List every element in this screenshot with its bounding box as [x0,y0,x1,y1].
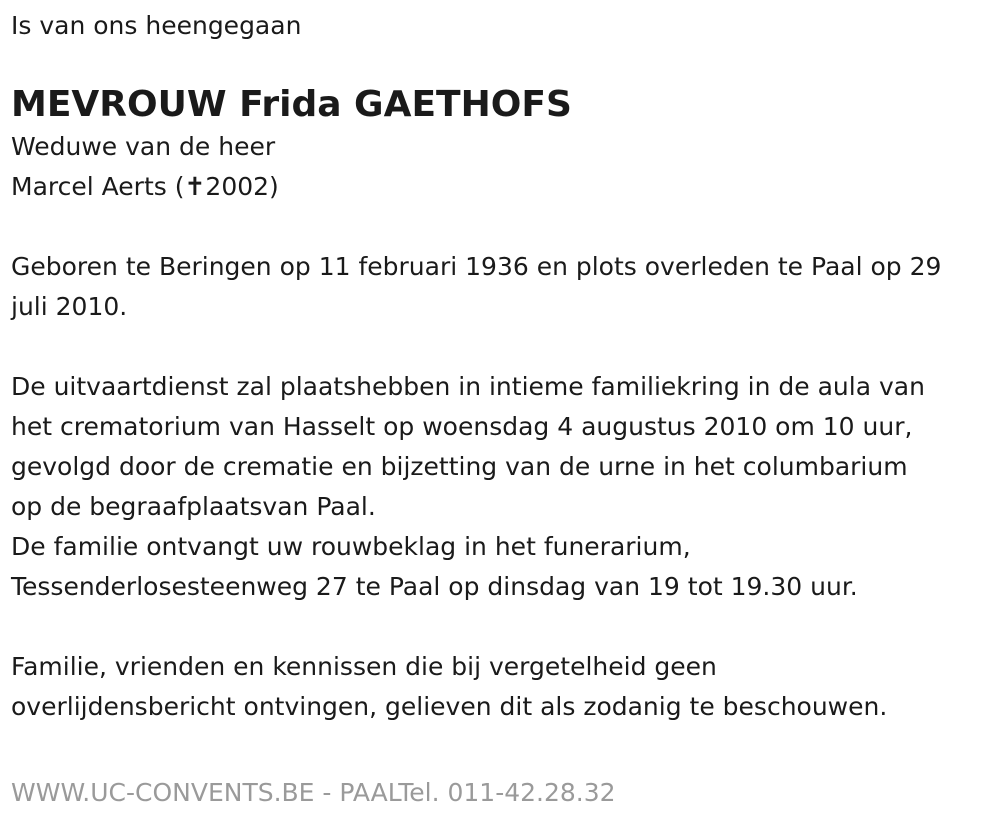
service-paragraph [11,367,989,607]
paragraph-line: op de begraafplaatsvan Paal. [11,492,376,521]
paragraph-line: De familie ontvangt uw rouwbeklag in het funerarium, [11,532,691,561]
relation-line: Marcel Aerts (✝2002) [11,172,279,201]
paragraph-line: Tessenderlosesteenweg 27 te Paal op dinsdag van 19 tot 19.30 uur. [11,572,858,601]
intro-text: Is van ons heengegaan [11,11,302,40]
paragraph-line: gevolgd door de crematie en bijzetting van de urne in het columbarium [11,452,908,481]
paragraph-line: overlijdensbericht ontvingen, gelieven dit als zodanig te beschouwen. [11,692,888,721]
deceased-name: MEVROUW Frida GAETHOFS [11,84,572,125]
paragraph-line: Geboren te Beringen op 11 februari 1936 en plots overleden te Paal op 29 [11,252,942,281]
paragraph-line: juli 2010. [11,292,128,321]
paragraph-line: Familie, vrienden en kennissen die bij vergetelheid geen [11,652,717,681]
birth-death-paragraph [11,247,989,327]
paragraph-line: het crematorium van Hasselt op woensdag 4 augustus 2010 om 10 uur, [11,412,913,441]
footer-contact: WWW.UC-CONVENTS.BE - PAALTel. 011-42.28.32 [11,778,616,807]
relation-line: Weduwe van de heer [11,132,276,161]
closing-paragraph [11,647,989,727]
relation-block [11,127,989,207]
paragraph-line: De uitvaartdienst zal plaatshebben in intieme familiekring in de aula van [11,372,925,401]
